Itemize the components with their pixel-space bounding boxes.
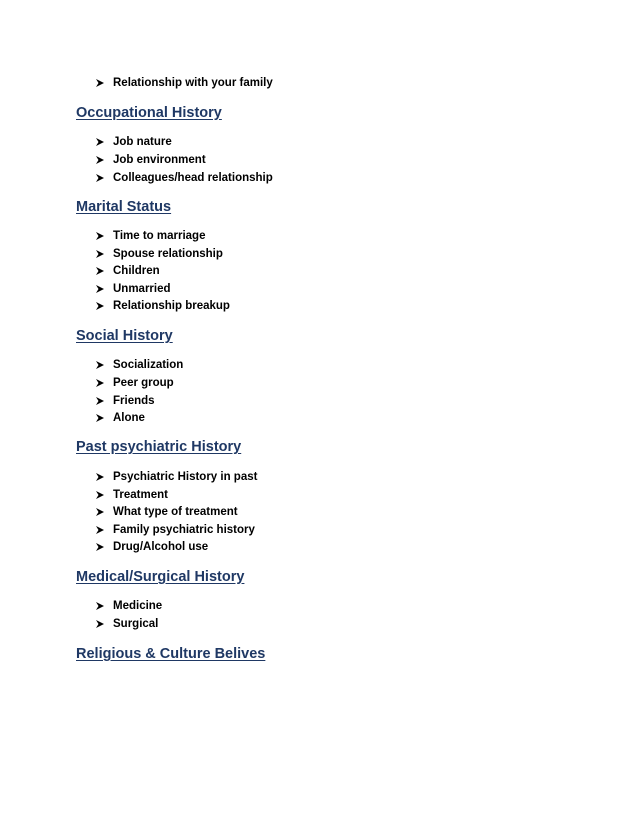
list-item-label: Children (113, 264, 160, 277)
list-item-label: Colleagues/head relationship (113, 171, 273, 184)
arrowhead-bullet-icon (95, 249, 105, 259)
list-item (95, 74, 273, 91)
list-item-label: Peer group (113, 376, 174, 389)
arrowhead-bullet-icon (95, 137, 105, 147)
list-item-label: Friends (113, 394, 155, 407)
list-item (95, 262, 160, 279)
list-item-label: Socialization (113, 358, 184, 371)
list-item-label: Treatment (113, 488, 168, 501)
list-item (95, 356, 183, 373)
arrowhead-bullet-icon (95, 378, 105, 388)
list-item (95, 151, 206, 168)
list-item-label: What type of treatment (113, 505, 238, 518)
list-item (95, 597, 162, 614)
arrowhead-bullet-icon (95, 360, 105, 370)
arrowhead-bullet-icon (95, 525, 105, 535)
arrowhead-bullet-icon (95, 78, 105, 88)
arrowhead-bullet-icon (95, 284, 105, 294)
arrowhead-bullet-icon (95, 301, 105, 311)
list-item (95, 538, 208, 555)
list-item (95, 521, 255, 538)
list-item (95, 297, 230, 314)
arrowhead-bullet-icon (95, 173, 105, 183)
list-item (95, 374, 174, 391)
arrowhead-bullet-icon (95, 231, 105, 241)
list-item (95, 392, 155, 409)
section-heading-past-psychiatric-history: Past psychiatric History (76, 439, 242, 455)
list-item-label: Spouse relationship (113, 247, 223, 260)
arrowhead-bullet-icon (95, 601, 105, 611)
section-heading-social-history: Social History (76, 328, 173, 344)
list-item-label: Job nature (113, 135, 172, 148)
section-heading-religious-culture-belives: Religious & Culture Belives (76, 646, 266, 662)
arrowhead-bullet-icon (95, 472, 105, 482)
list-item-label: Time to marriage (113, 229, 206, 242)
arrowhead-bullet-icon (95, 155, 105, 165)
list-item-label: Family psychiatric history (113, 523, 255, 536)
list-item (95, 615, 158, 632)
arrowhead-bullet-icon (95, 507, 105, 517)
list-item (95, 468, 257, 485)
list-item-label: Medicine (113, 599, 163, 612)
arrowhead-bullet-icon (95, 490, 105, 500)
list-item (95, 280, 171, 297)
list-item (95, 169, 273, 186)
list-item (95, 245, 223, 262)
list-item-label: Drug/Alcohol use (113, 540, 209, 553)
list-item-label: Surgical (113, 617, 159, 630)
list-item (95, 133, 172, 150)
list-item (95, 486, 168, 503)
section-heading-medical-surgical-history: Medical/Surgical History (76, 569, 245, 585)
section-heading-occupational-history: Occupational History (76, 105, 222, 121)
list-item (95, 503, 238, 520)
list-item-label: Relationship with your family (113, 76, 273, 89)
section-heading-marital-status: Marital Status (76, 199, 172, 215)
arrowhead-bullet-icon (95, 266, 105, 276)
arrowhead-bullet-icon (95, 413, 105, 423)
arrowhead-bullet-icon (95, 619, 105, 629)
arrowhead-bullet-icon (95, 542, 105, 552)
list-item (95, 227, 205, 244)
list-item (95, 409, 145, 426)
arrowhead-bullet-icon (95, 396, 105, 406)
list-item-label: Relationship breakup (113, 299, 230, 312)
list-item-label: Alone (113, 411, 145, 424)
list-item-label: Unmarried (113, 282, 171, 295)
list-item-label: Job environment (113, 153, 206, 166)
list-item-label: Psychiatric History in past (113, 470, 258, 483)
